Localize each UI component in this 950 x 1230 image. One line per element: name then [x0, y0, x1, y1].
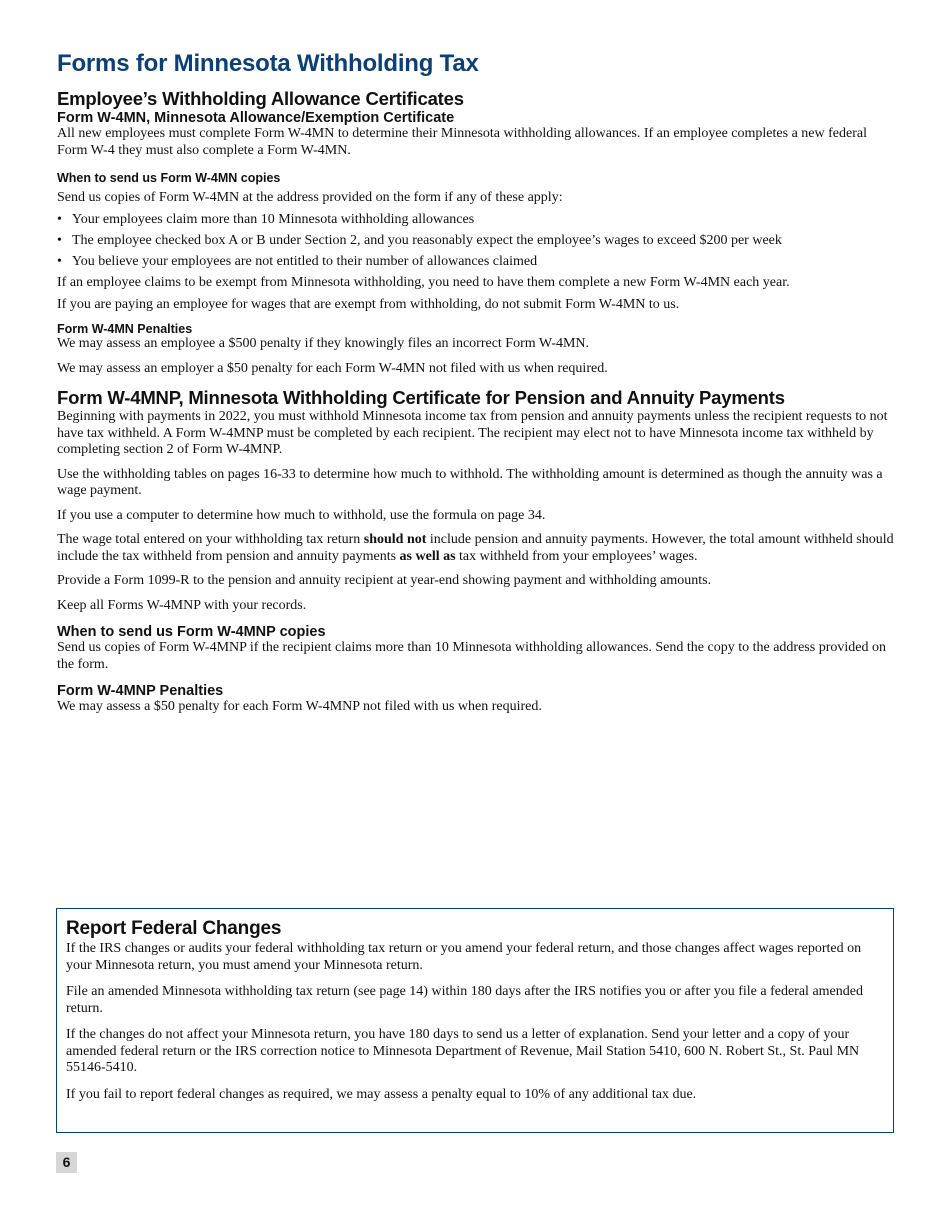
page-number: 6 [56, 1152, 77, 1173]
w4mn-exempt-paragraph: If an employee claims to be exempt from Minnesota withholding, you need to have them complete a new Form W-4MN each year. [57, 275, 790, 290]
list-item: • Your employees claim more than 10 Minnesota withholding allowances [57, 211, 475, 227]
w4mnp-when-heading: When to send us Form W-4MNP copies [57, 624, 326, 640]
report-box-paragraph: If you fail to report federal changes as required, we may assess a penalty equal to 10% of any additional tax due. [66, 1086, 697, 1102]
report-federal-changes-box [56, 908, 894, 1133]
w4mn-penalty-employer: We may assess an employer a $50 penalty for each Form W-4MN not filed with us when required. [57, 360, 608, 376]
page-title: Forms for Minnesota Withholding Tax [57, 50, 479, 77]
w4mn-when-intro: Send us copies of Form W-4MN at the address provided on the form if any of these apply: [57, 190, 563, 205]
list-item: • The employee checked box A or B under Section 2, and you reasonably expect the employee’s wages to exceed $200 per week [57, 232, 782, 248]
report-box-paragraph: File an amended Minnesota withholding tax return (see page 14) within 180 days after the IRS notifies you or after you file a federal amended return. [66, 984, 863, 1016]
w4mnp-tables-paragraph: Use the withholding tables on pages 16-33 to determine how much to withhold. The withholding amount is determined as though the annuity was a wage payment. [57, 466, 883, 498]
w4mn-intro-paragraph: All new employees must complete Form W-4MN to determine their Minnesota withholding allowances. If an employee completes a new federal Form W-4 they must also complete a Form W-4MN. [57, 126, 867, 158]
bullet-icon: • [57, 211, 62, 227]
bullet-icon: • [57, 232, 62, 248]
w4mn-penalties-heading: Form W-4MN Penalties [57, 322, 193, 336]
w4mn-conditions-list [57, 212, 897, 271]
section-heading-allowance-certificates: Employee’s Withholding Allowance Certificates [57, 88, 464, 109]
w4mnp-wage-total-paragraph: The wage total entered on your withholding tax return should not include pension and annuity payments. However, the total amount withheld should include the tax withheld from pension and annuity payments as well as tax withheld from your employees’ wages. [57, 532, 894, 564]
w4mnp-penalty-paragraph: We may assess a $50 penalty for each Form W-4MNP not filed with us when required. [57, 699, 542, 714]
w4mn-penalty-employee: We may assess an employee a $500 penalty if they knowingly files an incorrect Form W-4MN. [57, 336, 590, 351]
report-box-paragraph: If the IRS changes or audits your federal withholding tax return or you amend your federal return, and those changes affect wages reported on your Minnesota return, you must amend your Minnesota return. [66, 941, 862, 973]
w4mnp-when-paragraph: Send us copies of Form W-4MNP if the recipient claims more than 10 Minnesota withholding allowances. Send the copy to the address provided on the form. [57, 640, 886, 672]
subheading-w4mn: Form W-4MN, Minnesota Allowance/Exemption Certificate [57, 110, 455, 126]
report-box-paragraph: If the changes do not affect your Minnesota return, you have 180 days to send us a letter of explanation. Send your letter and a copy of your amended federal return or the IRS correction notice to Minnesota Department of Revenue, Mail Station 5410, 600 N. Robert St., St. Paul MN 55146-5410. [66, 1027, 860, 1075]
list-item: • You believe your employees are not entitled to their number of allowances claimed [57, 253, 538, 269]
w4mnp-computer-paragraph: If you use a computer to determine how much to withhold, use the formula on page 34. [57, 507, 546, 523]
w4mn-exempt-wages-paragraph: If you are paying an employee for wages that are exempt from withholding, do not submit Form W-4MN to us. [57, 296, 680, 312]
document-page [57, 50, 897, 716]
section-heading-w4mnp: Form W-4MNP, Minnesota Withholding Certificate for Pension and Annuity Payments [57, 387, 785, 408]
report-box-heading: Report Federal Changes [66, 918, 282, 939]
w4mnp-intro-paragraph: Beginning with payments in 2022, you must withhold Minnesota income tax from pension and annuity payments unless the recipient requests to not have tax withheld. A Form W-4MNP must be completed by each recipient. The recipient may elect not to have Minnesota income tax withheld by completing section 2 of Form W-4MNP. [57, 409, 888, 457]
bullet-icon: • [57, 253, 62, 269]
w4mnp-keep-paragraph: Keep all Forms W-4MNP with your records. [57, 597, 307, 613]
w4mnp-penalties-heading: Form W-4MNP Penalties [57, 683, 224, 699]
w4mnp-1099r-paragraph: Provide a Form 1099-R to the pension and annuity recipient at year-end showing payment and withholding amounts. [57, 573, 712, 588]
w4mn-when-heading: When to send us Form W-4MN copies [57, 171, 281, 185]
